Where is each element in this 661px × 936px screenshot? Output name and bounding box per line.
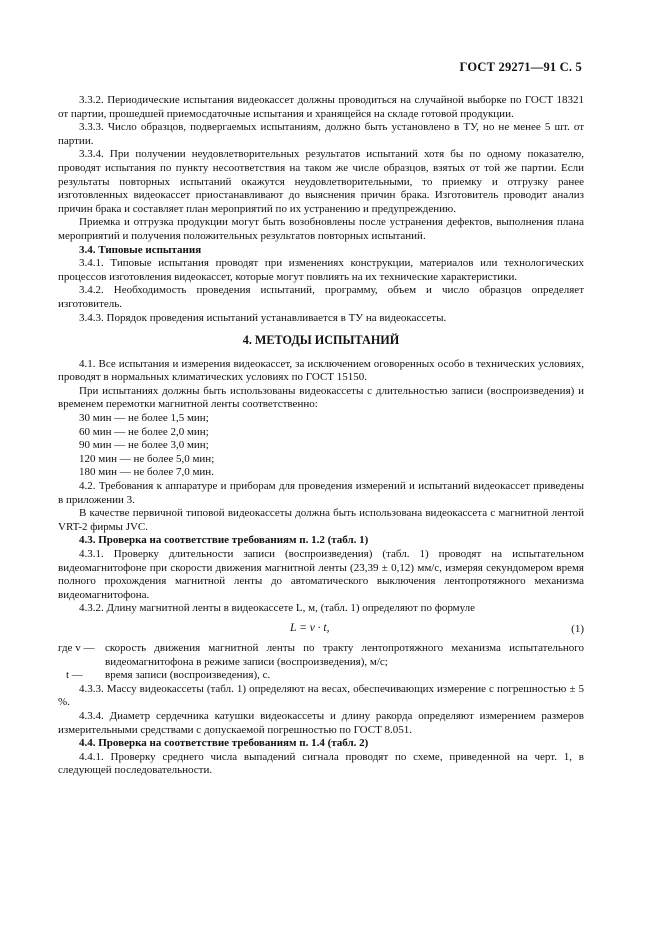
definition-t — [58, 669, 584, 683]
subheading-4-4: 4.4. Проверка на соответствие требованиям п. 1.4 (табл. 2) — [79, 737, 369, 750]
paragraph-3-3-4: 3.3.4. При получении неудовлетворительных результатов испытаний хотя бы по одному показателю, проводят испытания по пункту несоответствия на таком же числе образцов, взятых от той же партии. Если результаты повторных испытаний окажутся неудовлетворительными, то приемку и отгрузку ранее изготовленных видеокассет приостанавливают до выяснения причин брака. Изготовитель проводит анализ причин брака и составляет план мероприятий по их устранению и предупреждению. — [58, 148, 584, 215]
formula-number: (1) — [571, 622, 584, 635]
list-item: 180 мин — не более 7,0 мин. — [79, 466, 214, 479]
definition-text: время записи (воспроизведения), с. — [105, 669, 271, 682]
paragraph-3-4-2: 3.4.2. Необходимость проведения испытаний, программу, объем и число образцов определяет изготовитель. — [58, 284, 584, 310]
formula-expression: L = v · t, — [290, 621, 330, 634]
list-item: 60 мин — не более 2,0 мин; — [79, 425, 209, 438]
paragraph-4-3-2: 4.3.2. Длину магнитной ленты в видеокассете L, м, (табл. 1) определяют по формуле — [79, 602, 476, 615]
list-item: 90 мин — не более 3,0 мин; — [79, 439, 209, 452]
paragraph-3-4-1: 3.4.1. Типовые испытания проводят при изменениях конструкции, материалов или технологических процессов изготовления видеокассет, которые могут повлиять на их технические характеристики. — [58, 257, 584, 283]
definition-term: t — — [66, 669, 83, 682]
paragraph-3-3-3: 3.3.3. Число образцов, подвергаемых испытаниям, должно быть установлено в ТУ, но не менее 5 шт. от партии. — [58, 121, 584, 147]
definition-term: где v — — [58, 641, 95, 654]
paragraph-3-4-3: 3.4.3. Порядок проведения испытаний устанавливается в ТУ на видеокассеты. — [79, 311, 447, 324]
paragraph-test-cassettes: При испытаниях должны быть использованы видеокассеты с длительностью записи (воспроизведения) и временем перемотки магнитной ленты соответственно: — [58, 384, 584, 411]
subheading-3-4: 3.4. Типовые испытания — [79, 243, 202, 256]
duration-list — [58, 412, 584, 480]
paragraph-reference-cassette: В качестве первичной типовой видеокассеты должна быть использована видеокассета с магнитной лентой VRT-2 фирмы JVC. — [58, 507, 584, 533]
page-header: ГОСТ 29271—91 С. 5 — [459, 60, 582, 74]
paragraph-4-3-4: 4.3.4. Диаметр сердечника катушки видеокассеты и длину ракорда определяют измерением размеров измерительными средствами с допускаемой погрешностью по ГОСТ 8.051. — [58, 709, 584, 736]
paragraph-4-3-3: 4.3.3. Массу видеокассеты (табл. 1) определяют на весах, обеспечивающих измерение с погрешностью ± 5 %. — [58, 682, 584, 709]
definition-text: скорость движения магнитной ленты по тракту лентопротяжного механизма испытательного видеомагнитофона в режиме записи (воспроизведения), м/с; — [105, 641, 584, 668]
section-heading-4: 4. МЕТОДЫ ИСПЫТАНИЙ — [242, 333, 400, 348]
paragraph-4-1: 4.1. Все испытания и измерения видеокассет, за исключением оговоренных особо в технических условиях, проводят в нормальных климатических условиях по ГОСТ 15150. — [58, 357, 584, 384]
definition-v — [58, 642, 584, 669]
formula-1 — [58, 619, 584, 639]
paragraph-3-3-2: 3.3.2. Периодические испытания видеокассет должны проводиться на случайной выборке по ГОСТ 18321 от партии, прошедшей приемосдаточные испытания и хранящейся на складе готовой продукции. — [58, 94, 584, 120]
paragraph-4-4-1: 4.4.1. Проверку среднего числа выпадений сигнала проводят по схеме, приведенной на черт. 1, в следующей последовательности. — [58, 750, 584, 777]
paragraph-4-2: 4.2. Требования к аппаратуре и приборам для проведения измерений и испытаний видеокассет приведены в приложении 3. — [58, 480, 584, 506]
list-item: 120 мин — не более 5,0 мин; — [79, 452, 215, 465]
subheading-4-3: 4.3. Проверка на соответствие требованиям п. 1.2 (табл. 1) — [79, 534, 369, 547]
paragraph-4-3-1: 4.3.1. Проверку длительности записи (воспроизведения) (табл. 1) проводят на испытательном видеомагнитофоне при скорости движения магнитной ленты (23,39 ± 0,12) мм/с, измеряя секундомером время полного прохождения магнитной ленты до автоматического выключения лентопротяжного механизма видеомагнитофона. — [58, 548, 584, 601]
list-item: 30 мин — не более 1,5 мин; — [79, 412, 209, 425]
paragraph-resume-shipment: Приемка и отгрузка продукции могут быть возобновлены после устранения дефектов, выполнения плана мероприятий и получения положительных результатов повторных испытаний. — [58, 216, 584, 242]
document-body — [58, 94, 584, 778]
